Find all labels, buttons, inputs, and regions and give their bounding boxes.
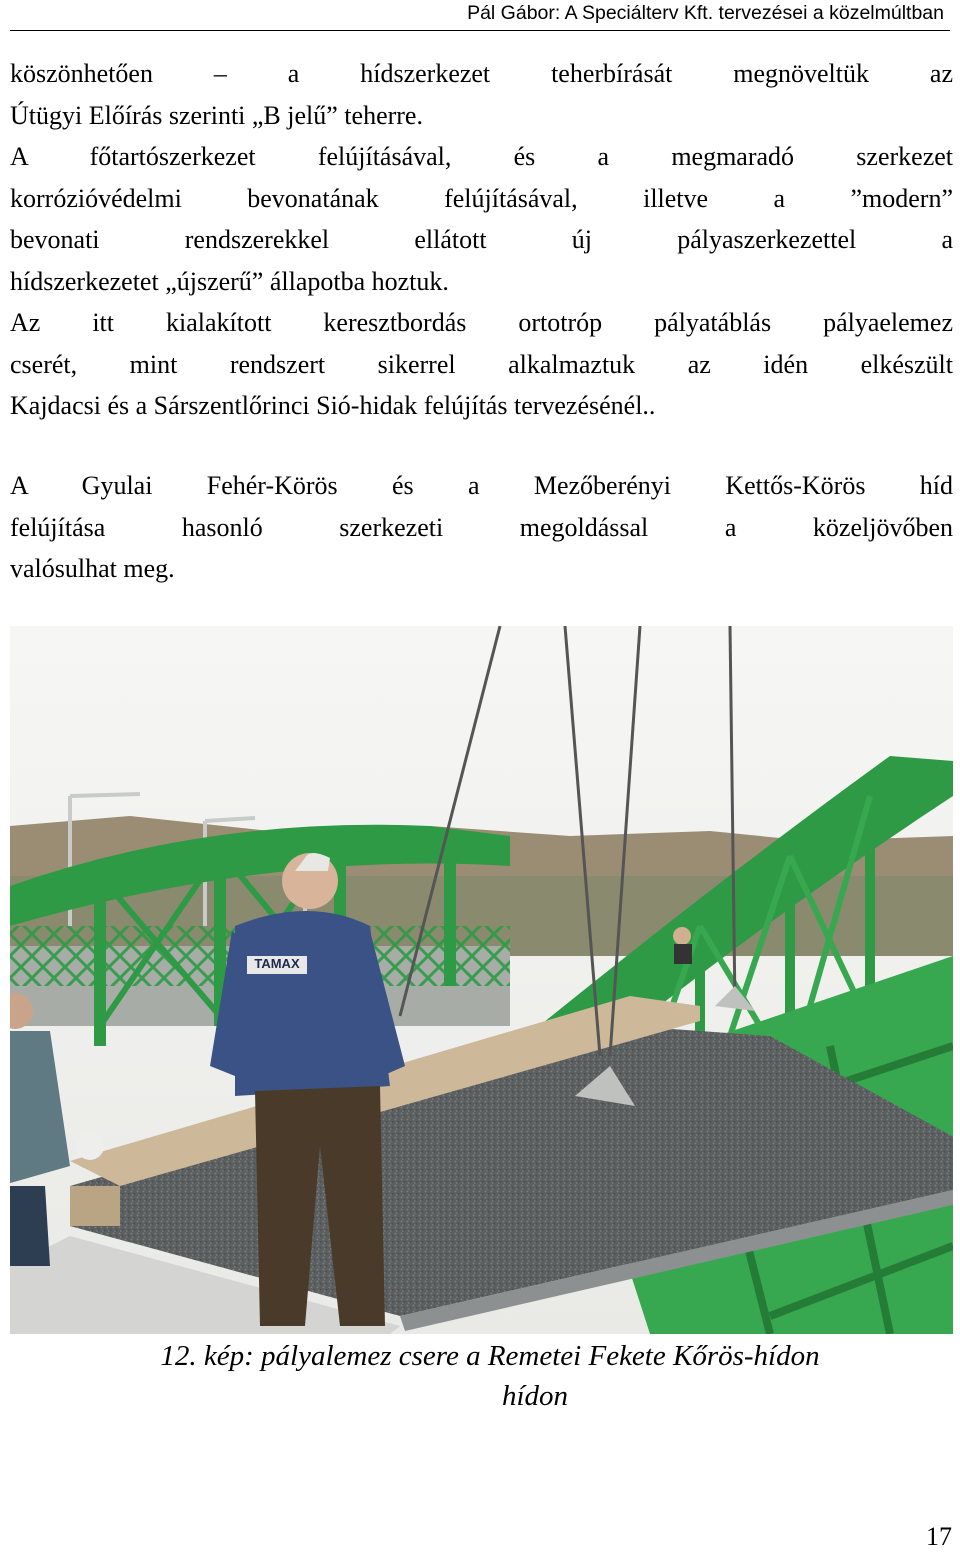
text-line: Útügyi Előírás szerinti „B jelű” teherre. [10,100,423,130]
text-line: A főtartószerkezet felújításával, és a megmaradó szerkezet [10,142,953,171]
text-line: Kajdacsi és a Sárszentlőrinci Sió-hidak felújítás tervezésénél.. [10,391,656,420]
text-line: korrózióvédelmi bevonatának felújításával, illetve a ”modern” [10,183,953,213]
running-title: Pál Gábor: A Speciálterv Kft. tervezései a közelmúltban [467,2,944,24]
paragraph-1 [10,53,953,427]
text-line: felújítása hasonló szerkezeti megoldással a közeljövőben [10,512,953,542]
running-header [10,0,950,31]
figure-caption-continuation: hídon [501,1380,569,1412]
text-line: hídszerkezetet „újszerű” állapotba hoztuk. [10,266,449,296]
figure-caption: 12. kép: pályalemez csere a Remetei Fekete Kőrös-hídon [160,1340,820,1372]
text-line: A Gyulai Fehér-Körös és a Mezőberényi Kettős-Körös híd [10,471,953,500]
bridge-deck-replacement-photo [10,626,953,1334]
jacket-logo: TAMAX [254,956,300,971]
text-line: bevonati rendszerekkel ellátott új pályaszerkezettel a [10,225,953,254]
page-number: 17 [926,1522,952,1551]
paragraph-2 [10,465,953,590]
text-line: Az itt kialakított keresztbordás ortotróp pályatáblás pályaelemez [10,308,953,337]
text-line: valósulhat meg. [10,554,175,583]
text-line: köszönhetően – a hídszerkezet teherbírását megnöveltük az [10,59,953,88]
text-line: cserét, mint rendszert sikerrel alkalmaztuk az idén elkészült [10,349,953,379]
